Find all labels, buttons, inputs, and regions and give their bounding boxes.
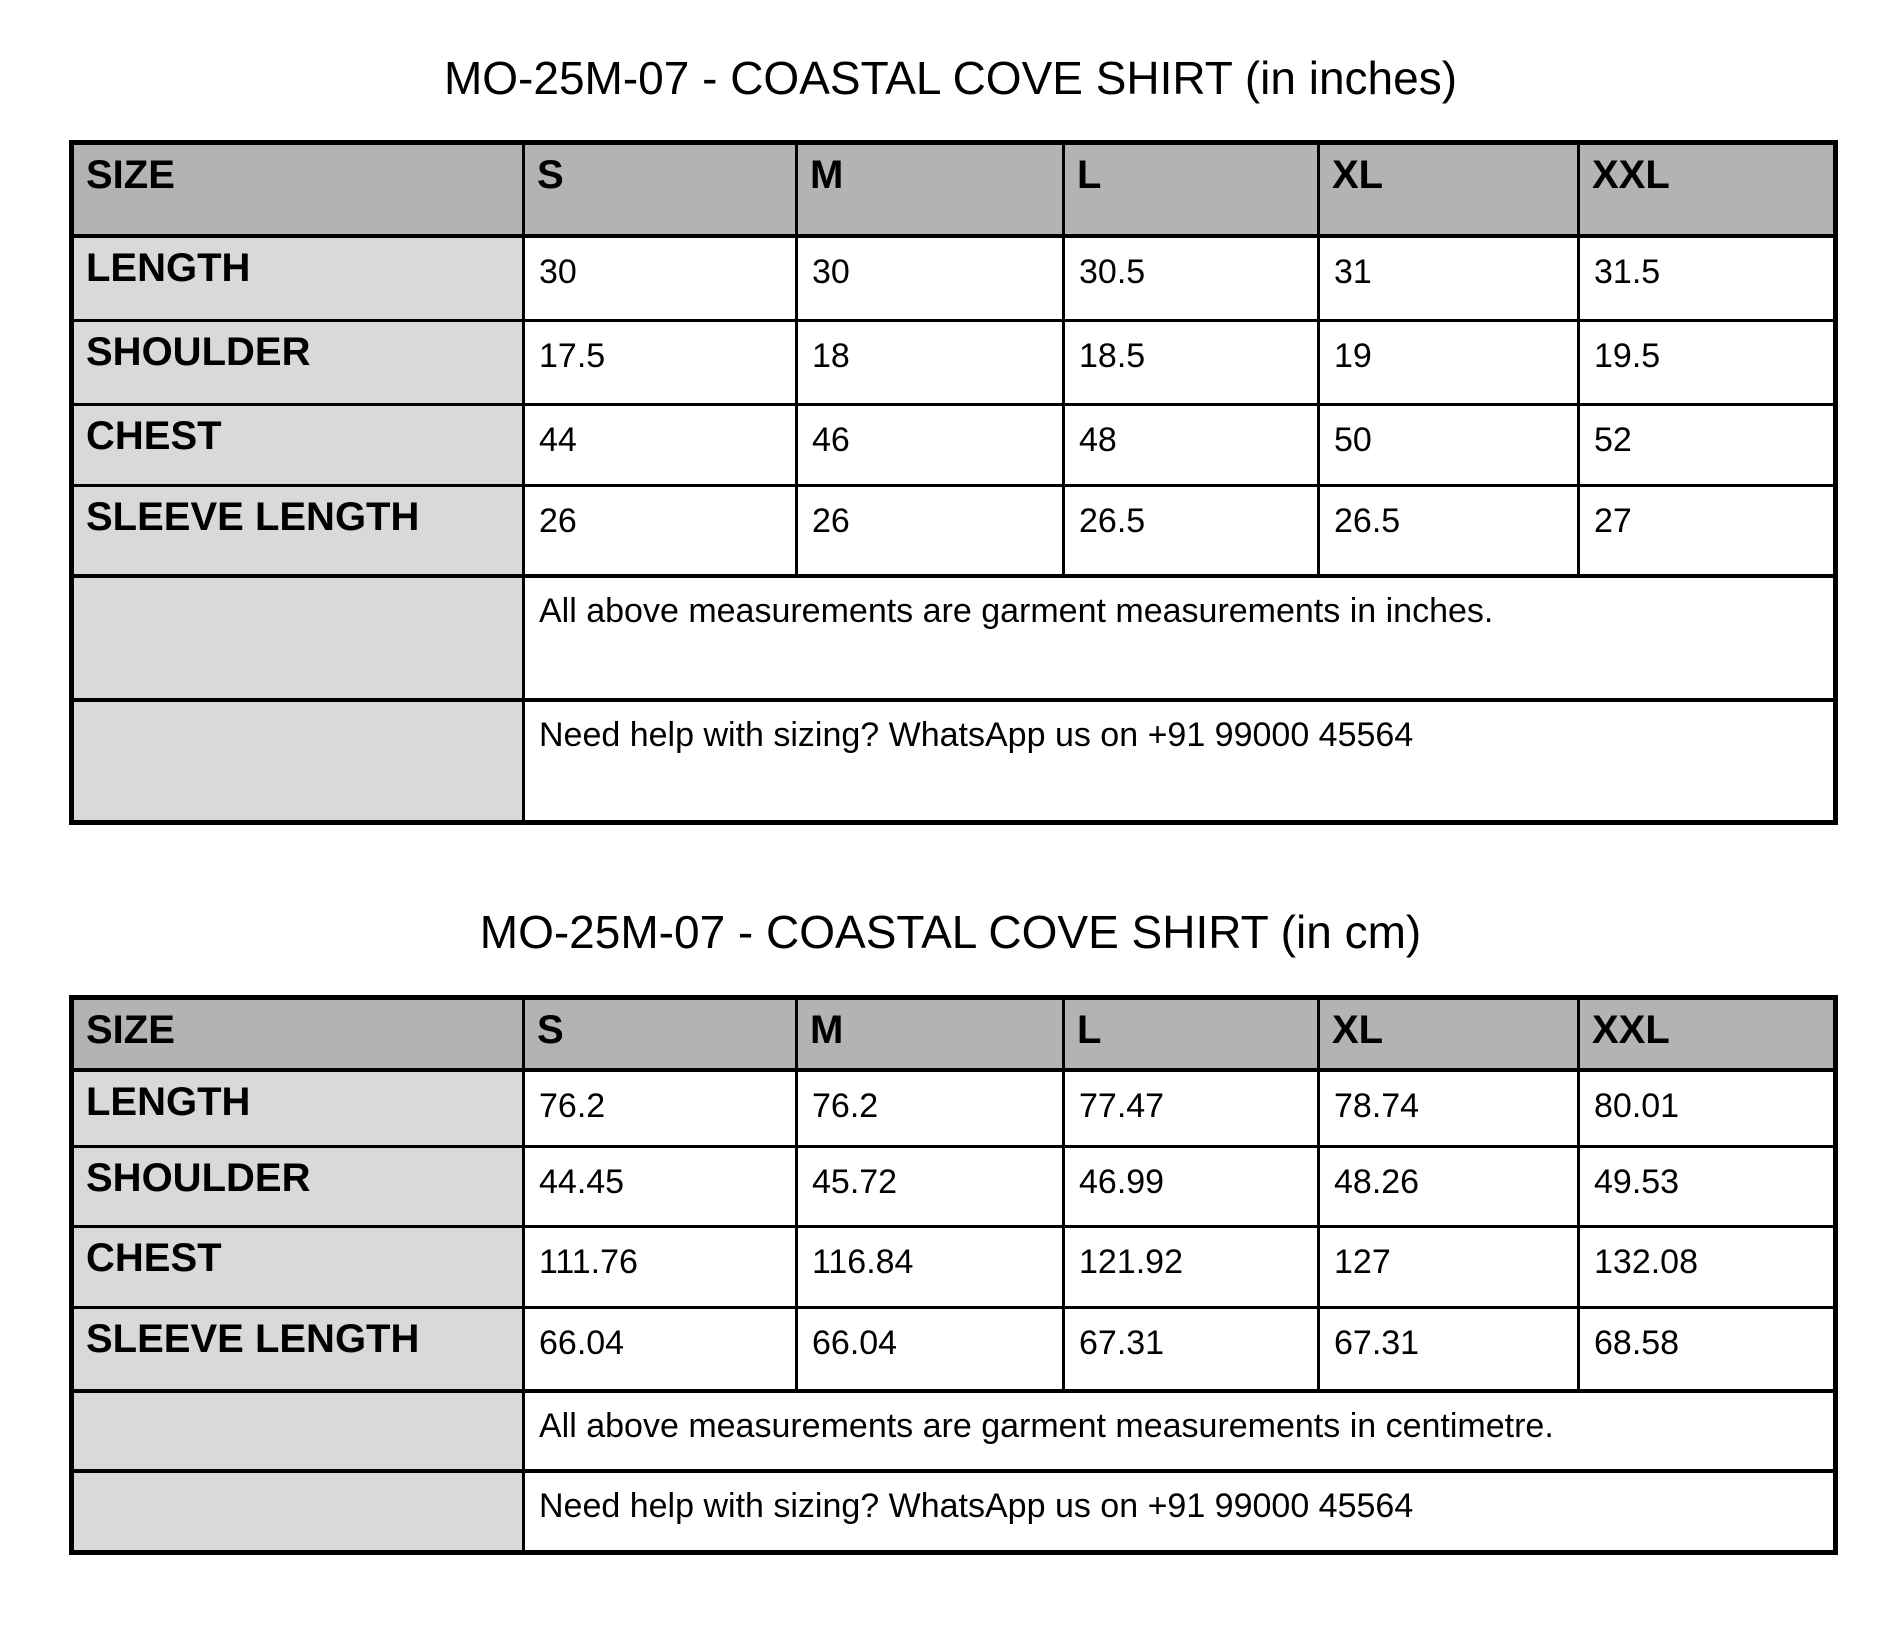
value-cell: 18 xyxy=(797,321,1064,405)
value-cell: 127 xyxy=(1319,1227,1579,1308)
column-header-m: M xyxy=(797,143,1064,236)
value-cell: 78.74 xyxy=(1319,1070,1579,1147)
value-cell: 19.5 xyxy=(1579,321,1836,405)
spacer-cell xyxy=(72,1471,524,1553)
column-header-xxl: XXL xyxy=(1579,998,1836,1070)
column-header-s: S xyxy=(524,143,797,236)
spacer-cell xyxy=(72,700,524,823)
column-header-size: SIZE xyxy=(72,998,524,1070)
value-cell: 80.01 xyxy=(1579,1070,1836,1147)
row-label-chest: CHEST xyxy=(72,1227,524,1308)
note-cell-measurement-unit: All above measurements are garment measurements in centimetre. xyxy=(524,1391,1836,1471)
column-header-size: SIZE xyxy=(72,143,524,236)
size-chart-inches-table xyxy=(69,140,1838,825)
table-title-inches: MO-25M-07 - COASTAL COVE SHIRT (in inches) xyxy=(443,52,1458,104)
value-cell: 76.2 xyxy=(797,1070,1064,1147)
value-cell: 132.08 xyxy=(1579,1227,1836,1308)
value-cell: 30 xyxy=(524,236,797,321)
value-cell: 68.58 xyxy=(1579,1308,1836,1391)
value-cell: 17.5 xyxy=(524,321,797,405)
value-cell: 26 xyxy=(797,486,1064,576)
row-label-length: LENGTH xyxy=(72,1070,524,1147)
column-header-l: L xyxy=(1064,998,1319,1070)
value-cell: 31 xyxy=(1319,236,1579,321)
table-row xyxy=(72,486,1836,576)
value-cell: 67.31 xyxy=(1064,1308,1319,1391)
table-row xyxy=(72,1070,1836,1147)
value-cell: 52 xyxy=(1579,405,1836,486)
column-header-xl: XL xyxy=(1319,998,1579,1070)
value-cell: 77.47 xyxy=(1064,1070,1319,1147)
note-row-measurement-unit xyxy=(72,1391,1836,1471)
row-label-shoulder: SHOULDER xyxy=(72,1147,524,1227)
row-label-sleeve-length: SLEEVE LENGTH xyxy=(72,1308,524,1391)
value-cell: 44.45 xyxy=(524,1147,797,1227)
table-row xyxy=(72,405,1836,486)
value-cell: 27 xyxy=(1579,486,1836,576)
value-cell: 26 xyxy=(524,486,797,576)
value-cell: 18.5 xyxy=(1064,321,1319,405)
table-title-cm: MO-25M-07 - COASTAL COVE SHIRT (in cm) xyxy=(479,906,1422,958)
column-header-l: L xyxy=(1064,143,1319,236)
value-cell: 121.92 xyxy=(1064,1227,1319,1308)
value-cell: 31.5 xyxy=(1579,236,1836,321)
value-cell: 44 xyxy=(524,405,797,486)
spacer-cell xyxy=(72,576,524,700)
value-cell: 48 xyxy=(1064,405,1319,486)
spacer-cell xyxy=(72,1391,524,1471)
value-cell: 19 xyxy=(1319,321,1579,405)
note-cell-sizing-help: Need help with sizing? WhatsApp us on +91 99000 45564 xyxy=(524,700,1836,823)
value-cell: 26.5 xyxy=(1319,486,1579,576)
value-cell: 116.84 xyxy=(797,1227,1064,1308)
value-cell: 46.99 xyxy=(1064,1147,1319,1227)
note-row-sizing-help xyxy=(72,700,1836,823)
value-cell: 30 xyxy=(797,236,1064,321)
row-label-sleeve-length: SLEEVE LENGTH xyxy=(72,486,524,576)
value-cell: 50 xyxy=(1319,405,1579,486)
value-cell: 45.72 xyxy=(797,1147,1064,1227)
value-cell: 66.04 xyxy=(797,1308,1064,1391)
header-row xyxy=(72,143,1836,236)
table-row xyxy=(72,1227,1836,1308)
size-chart-cm-table xyxy=(69,995,1838,1555)
table-row xyxy=(72,321,1836,405)
column-header-xl: XL xyxy=(1319,143,1579,236)
value-cell: 26.5 xyxy=(1064,486,1319,576)
value-cell: 48.26 xyxy=(1319,1147,1579,1227)
value-cell: 67.31 xyxy=(1319,1308,1579,1391)
column-header-xxl: XXL xyxy=(1579,143,1836,236)
value-cell: 49.53 xyxy=(1579,1147,1836,1227)
row-label-shoulder: SHOULDER xyxy=(72,321,524,405)
header-row xyxy=(72,998,1836,1070)
table-row xyxy=(72,1147,1836,1227)
value-cell: 66.04 xyxy=(524,1308,797,1391)
row-label-length: LENGTH xyxy=(72,236,524,321)
table-row xyxy=(72,236,1836,321)
value-cell: 30.5 xyxy=(1064,236,1319,321)
column-header-s: S xyxy=(524,998,797,1070)
note-cell-measurement-unit: All above measurements are garment measurements in inches. xyxy=(524,576,1836,700)
value-cell: 111.76 xyxy=(524,1227,797,1308)
column-header-m: M xyxy=(797,998,1064,1070)
table-row xyxy=(72,1308,1836,1391)
note-cell-sizing-help: Need help with sizing? WhatsApp us on +91 99000 45564 xyxy=(524,1471,1836,1553)
note-row-sizing-help xyxy=(72,1471,1836,1553)
value-cell: 76.2 xyxy=(524,1070,797,1147)
row-label-chest: CHEST xyxy=(72,405,524,486)
note-row-measurement-unit xyxy=(72,576,1836,700)
value-cell: 46 xyxy=(797,405,1064,486)
